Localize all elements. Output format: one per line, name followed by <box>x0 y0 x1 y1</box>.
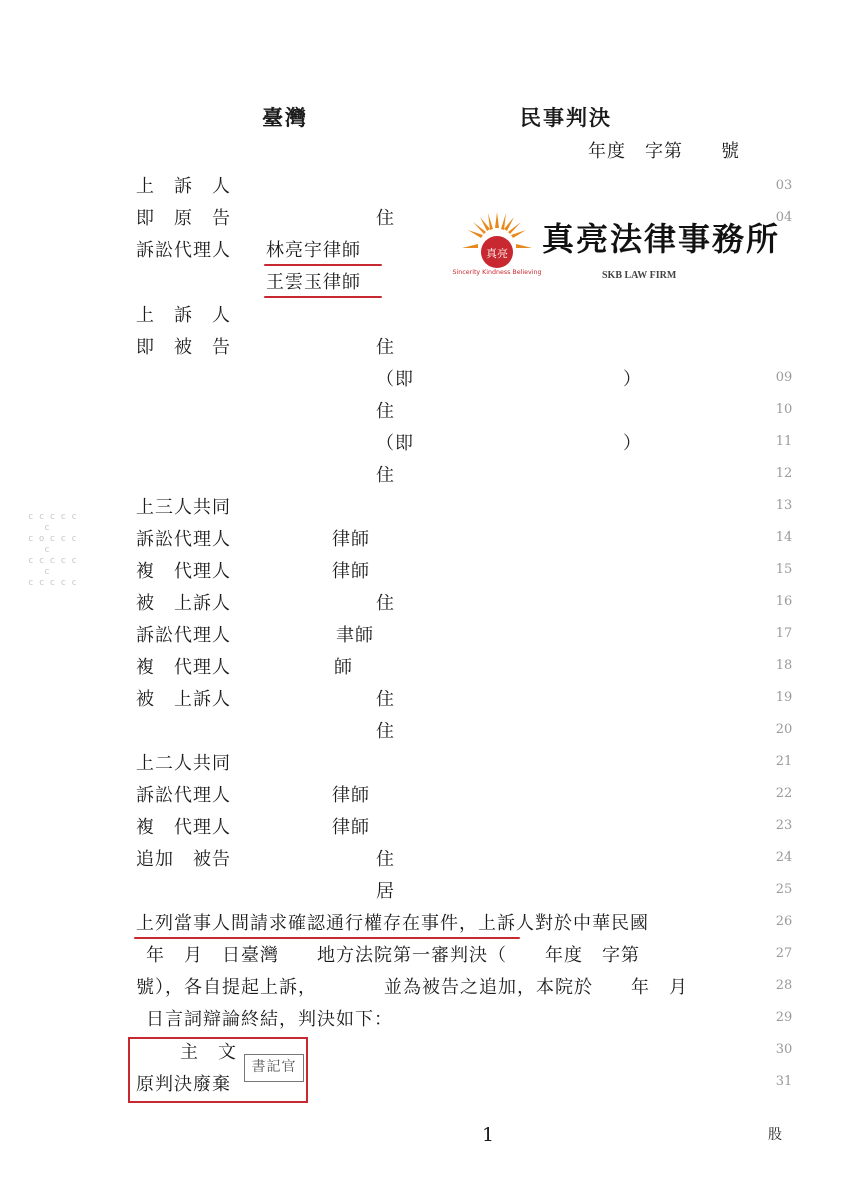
attorney-name: 師 <box>334 657 353 678</box>
party-address: 住 <box>376 337 395 358</box>
stamp-text: 書記官 <box>251 1059 297 1075</box>
page-number: 1 <box>482 1124 496 1146</box>
party-role: 被 上訴人 <box>136 689 231 710</box>
party-address: 住 <box>376 593 395 614</box>
line-number: 11 <box>775 434 793 449</box>
line-number: 30 <box>775 1042 793 1057</box>
line-number: 23 <box>775 818 793 833</box>
red-underline <box>264 296 382 298</box>
line-number: 20 <box>775 722 793 737</box>
party-role: 追加 被告 <box>136 849 231 870</box>
party-role: 複 代理人 <box>136 657 231 678</box>
law-firm-logo <box>452 208 781 288</box>
line-number: 13 <box>775 498 793 513</box>
party-address: 住 <box>376 849 395 870</box>
body-line: 日言詞辯論終結，判決如下： <box>146 1009 393 1030</box>
line-number: 17 <box>775 626 793 641</box>
line-number: 26 <box>775 914 793 929</box>
attorney-name: 律師 <box>332 785 370 806</box>
line-number: 09 <box>775 370 793 385</box>
line-number: 10 <box>775 402 793 417</box>
party-role: 上二人共同 <box>136 753 231 774</box>
line-number: 15 <box>775 562 793 577</box>
party-alias: （即 ） <box>376 369 642 390</box>
logo-emblem-text: 真亮 <box>486 247 508 260</box>
party-role: 被 上訴人 <box>136 593 231 614</box>
court-name: 臺灣 <box>262 105 308 130</box>
attorney-name: 聿師 <box>336 625 374 646</box>
attorney-name: 律師 <box>332 561 370 582</box>
scan-artifact: c c c c c c c o c c c c c c c c c c c c c c c <box>28 512 77 588</box>
line-number: 16 <box>775 594 793 609</box>
line-number: 25 <box>775 882 793 897</box>
party-role: 上三人共同 <box>136 497 231 518</box>
line-number: 29 <box>775 1010 793 1025</box>
party-role: 複 代理人 <box>136 817 231 838</box>
party-role: 即 被 告 <box>136 337 231 358</box>
attorney-name: 律師 <box>332 529 370 550</box>
body-line: 上列當事人間請求確認通行權存在事件，上訴人對於中華民國 <box>136 913 649 934</box>
line-number: 22 <box>775 786 793 801</box>
line-number: 03 <box>775 178 793 193</box>
party-address: 住 <box>376 208 395 229</box>
party-role: 訴訟代理人 <box>136 785 231 806</box>
party-address: 住 <box>376 689 395 710</box>
red-underline <box>134 937 520 939</box>
attorney-name: 律師 <box>332 817 370 838</box>
corner-mark: 股 <box>768 1127 783 1143</box>
line-number: 19 <box>775 690 793 705</box>
case-number: 年度 字第 號 <box>588 141 740 162</box>
party-role: 訴訟代理人 <box>136 240 231 261</box>
line-number: 14 <box>775 530 793 545</box>
party-role: 上 訴 人 <box>136 176 231 197</box>
line-number: 12 <box>775 466 793 481</box>
document-type: 民事判決 <box>520 105 612 130</box>
party-role: 訴訟代理人 <box>136 625 231 646</box>
line-number: 28 <box>775 978 793 993</box>
party-role: 上 訴 人 <box>136 305 231 326</box>
line-number: 27 <box>775 946 793 961</box>
logo-firm-name: 真亮法律事務所 <box>542 220 781 258</box>
sun-emblem-icon <box>452 208 781 284</box>
judgment-text: 原判決廢棄 <box>136 1074 231 1095</box>
section-heading: 主 文 <box>180 1042 237 1063</box>
attorney-name: 林亮宇律師 <box>266 240 361 261</box>
body-line: 年 月 日臺灣 地方法院第一審判決（ 年度 字第 <box>146 945 640 966</box>
party-role: 複 代理人 <box>136 561 231 582</box>
line-number: 18 <box>775 658 793 673</box>
party-address: 居 <box>376 881 395 902</box>
logo-english-name: SKB LAW FIRM <box>602 270 677 281</box>
line-number: 21 <box>775 754 793 769</box>
party-role: 訴訟代理人 <box>136 529 231 550</box>
party-address: 住 <box>376 401 395 422</box>
line-number: 24 <box>775 850 793 865</box>
body-line: 號），各自提起上訴， 並為被告之追加，本院於 年 月 <box>136 977 688 998</box>
party-address: 住 <box>376 721 395 742</box>
party-role: 即 原 告 <box>136 208 231 229</box>
line-number: 04 <box>775 210 793 225</box>
clerk-stamp <box>244 1054 304 1082</box>
red-underline <box>264 264 382 266</box>
party-alias: （即 ） <box>376 433 642 454</box>
party-address: 住 <box>376 465 395 486</box>
logo-tagline: Sincerity Kindness Believing <box>452 269 542 276</box>
attorney-name: 王雲玉律師 <box>266 272 361 293</box>
line-number: 31 <box>775 1074 793 1089</box>
